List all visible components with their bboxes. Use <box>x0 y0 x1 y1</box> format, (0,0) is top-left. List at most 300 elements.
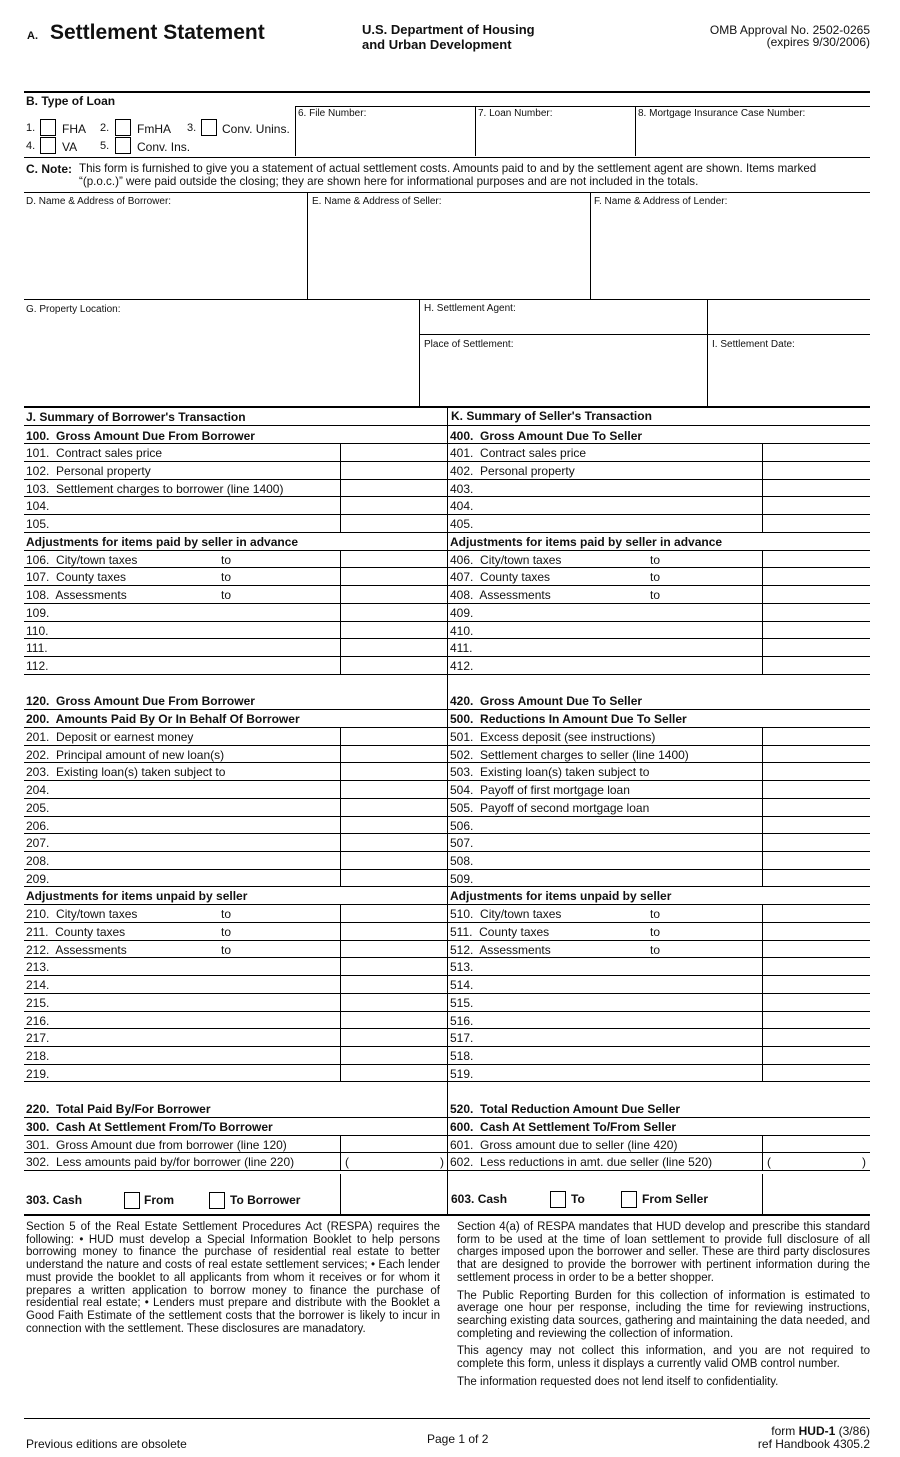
borrower-amount-field[interactable] <box>341 444 447 461</box>
borrower-cash-to-label: To Borrower <box>230 1193 301 1207</box>
borrower-row <box>24 746 447 764</box>
borrower-row-label: 210. City/town taxes <box>26 907 138 922</box>
va-label: VA <box>62 140 78 154</box>
seller-row <box>448 817 870 835</box>
reporting-burden-paragraph: The Public Reporting Burden for this collection of information is estimated to average one hour per response, including the time for reviewing instructions, searching existing data sources, gathering and maintaining the data needed, and completing and reviewing the collection of information. <box>457 1289 870 1340</box>
borrower-amount-field[interactable] <box>341 480 447 497</box>
fmha-label: FmHA <box>137 122 171 136</box>
borrower-row-label: 111. <box>26 641 48 656</box>
seller-amount-field[interactable] <box>763 586 870 603</box>
seller-row-label: 409. <box>450 605 474 620</box>
seller-row-label: 511. County taxes <box>450 924 550 939</box>
file-number-label: 6. File Number: <box>298 108 367 119</box>
borrower-amount-field[interactable] <box>341 551 447 568</box>
seller-amount-field[interactable] <box>763 639 870 656</box>
borrower-row-label: 206. <box>26 818 50 833</box>
borrower-row <box>24 551 447 569</box>
seller-amount-field[interactable] <box>763 1136 870 1153</box>
form-date: (3/86) <box>838 1424 870 1438</box>
borrower-row-label: 108. Assessments <box>26 588 127 603</box>
seller-row-label: 502. Settlement charges to seller (line 1400) <box>450 747 689 762</box>
seller-summary-heading: K. Summary of Seller's Transaction <box>451 409 652 423</box>
borrower-row-label: 200. Amounts Paid By Or In Behalf Of Borrower <box>26 712 300 727</box>
seller-row-label: 602. Less reductions in amt. due seller (line 520) <box>450 1155 713 1170</box>
seller-amount-divider <box>762 1174 763 1214</box>
seller-row-to: to <box>650 552 661 567</box>
seller-row-label: 501. Excess deposit (see instructions) <box>450 729 656 744</box>
borrower-row-label: 105. <box>26 517 50 532</box>
seller-row-label: 412. <box>450 658 474 673</box>
seller-amount-field[interactable] <box>763 1012 870 1029</box>
borrower-amount-field[interactable] <box>341 799 447 816</box>
borrower-row <box>24 1012 447 1030</box>
borrower-amount-field[interactable] <box>341 923 447 940</box>
borrower-row <box>24 817 447 835</box>
seller-amount-field[interactable] <box>763 497 870 514</box>
seller-amount-field[interactable] <box>763 568 870 585</box>
seller-row-to: to <box>650 588 661 603</box>
seller-row-label: 506. <box>450 818 474 833</box>
respa-section-4-text <box>457 1221 870 1393</box>
borrower-amount-field[interactable] <box>341 515 447 532</box>
seller-row-label: 400. Gross Amount Due To Seller <box>450 428 643 443</box>
seller-row-label: 504. Payoff of first mortgage loan <box>450 783 630 798</box>
loan-option-number: 3. <box>187 122 197 134</box>
seller-row-label: 420. Gross Amount Due To Seller <box>450 694 643 709</box>
seller-row-label: 508. <box>450 854 474 869</box>
seller-cash-from-checkbox[interactable] <box>621 1191 637 1208</box>
seller-row <box>448 1153 870 1171</box>
section-4-paragraph: Section 4(a) of RESPA mandates that HUD develop and prescribe this standard form to be used at the time of loan settlement to provide full disclosure of all charges imposed upon the borrower and seller. These are third party disclosures that are designed to provide the borrower with pertinent information during the settlement process in order to be a better shopper. <box>457 1221 870 1284</box>
borrower-row-label: 211. County taxes <box>26 924 126 939</box>
seller-amount-field[interactable] <box>763 799 870 816</box>
borrower-summary-heading: J. Summary of Borrower's Transaction <box>26 410 246 424</box>
borrower-row-label: 104. <box>26 499 50 514</box>
borrower-row <box>24 1083 447 1100</box>
borrower-row <box>24 976 447 994</box>
loan-boxes-top-rule <box>295 106 870 107</box>
borrower-row <box>24 905 447 923</box>
seller-amount-field[interactable] <box>763 870 870 887</box>
borrower-row-label: 120. Gross Amount Due From Borrower <box>26 694 255 709</box>
seller-row <box>448 958 870 976</box>
borrower-amount-field[interactable] <box>341 1012 447 1029</box>
seller-row <box>448 622 870 640</box>
borrower-row-label: 212. Assessments <box>26 942 127 957</box>
borrower-row-label: 207. <box>26 836 50 851</box>
seller-row-label: 402. Personal property <box>450 463 575 478</box>
seller-row-label: 503. Existing loan(s) taken subject to <box>450 765 650 780</box>
borrower-row <box>24 568 447 586</box>
seller-amount-field[interactable] <box>763 1065 870 1082</box>
seller-row <box>448 1083 870 1100</box>
borrower-row <box>24 427 447 445</box>
seller-row-to: to <box>650 942 661 957</box>
seller-row <box>448 480 870 498</box>
seller-amount-field[interactable] <box>763 746 870 763</box>
borrower-amount-field[interactable] <box>341 568 447 585</box>
va-checkbox[interactable] <box>40 137 56 154</box>
seller-row-label: Adjustments for items unpaid by seller <box>450 889 672 904</box>
seller-row <box>448 462 870 480</box>
seller-amount-field[interactable] <box>763 657 870 674</box>
seller-amount-field[interactable] <box>763 551 870 568</box>
seller-row <box>448 586 870 604</box>
borrower-row <box>24 1153 447 1171</box>
property-divider <box>419 299 420 406</box>
borrower-row-label: 209. <box>26 871 50 886</box>
borrower-row-to: to <box>221 588 232 603</box>
borrower-row-label: 201. Deposit or earnest money <box>26 729 194 744</box>
borrower-amount-field[interactable] <box>341 817 447 834</box>
agency-line-1: U.S. Department of Housing <box>362 22 535 37</box>
seller-row <box>448 710 870 728</box>
borrower-row <box>24 870 447 888</box>
seller-row <box>448 444 870 462</box>
seller-row <box>448 746 870 764</box>
seller-paren-open: ( <box>767 1155 771 1170</box>
borrower-amount-field[interactable] <box>341 746 447 763</box>
borrower-amount-field[interactable] <box>341 604 447 621</box>
loan-option-number: 4. <box>26 140 36 152</box>
seller-row <box>448 763 870 781</box>
borrower-row <box>24 692 447 710</box>
borrower-row-to: to <box>221 924 232 939</box>
borrower-row <box>24 799 447 817</box>
borrower-amount-field[interactable] <box>341 657 447 674</box>
seller-row <box>448 1012 870 1030</box>
seller-row <box>448 976 870 994</box>
handbook-ref: ref Handbook 4305.2 <box>757 1437 870 1451</box>
seller-amount-field[interactable] <box>763 444 870 461</box>
borrower-row <box>24 1100 447 1118</box>
seller-row-label: 404. <box>450 499 474 514</box>
loan-number-label: 7. Loan Number: <box>478 108 553 119</box>
seller-amount-field[interactable] <box>763 515 870 532</box>
borrower-row-label: 214. <box>26 978 50 993</box>
confidentiality-paragraph: The information requested does not lend itself to confidentiality. <box>457 1375 779 1388</box>
borrower-address-label: D. Name & Address of Borrower: <box>26 196 172 207</box>
summary-bottom-rule <box>24 1214 870 1216</box>
seller-row-label: 520. Total Reduction Amount Due Seller <box>450 1102 681 1117</box>
seller-row-label: 519. <box>450 1066 474 1081</box>
borrower-row-to: to <box>221 570 232 585</box>
borrower-row <box>24 444 447 462</box>
conv-ins-checkbox[interactable] <box>115 137 131 154</box>
borrower-row <box>24 958 447 976</box>
seller-row-to: to <box>650 907 661 922</box>
lender-address-label: F. Name & Address of Lender: <box>594 196 728 207</box>
fha-checkbox[interactable] <box>40 119 56 136</box>
borrower-amount-field[interactable] <box>341 870 447 887</box>
borrower-row-label: 202. Principal amount of new loan(s) <box>26 747 225 762</box>
borrower-amount-field[interactable] <box>341 781 447 798</box>
seller-amount-field[interactable] <box>763 994 870 1011</box>
settlement-date-label: I. Settlement Date: <box>712 339 795 350</box>
seller-row <box>448 870 870 888</box>
seller-amount-field[interactable] <box>763 976 870 993</box>
borrower-amount-field[interactable] <box>341 905 447 922</box>
seller-row-label: 507. <box>450 836 474 851</box>
borrower-amount-field[interactable] <box>341 976 447 993</box>
borrower-amount-field[interactable] <box>341 1136 447 1153</box>
seller-row <box>448 604 870 622</box>
seller-amount-field[interactable] <box>763 781 870 798</box>
form-prefix: form <box>771 1424 796 1438</box>
place-of-settlement-label: Place of Settlement: <box>424 339 514 350</box>
borrower-amount-field[interactable] <box>341 622 447 639</box>
seller-row-to: to <box>650 924 661 939</box>
seller-row <box>448 657 870 675</box>
seller-row-label: 510. City/town taxes <box>450 907 562 922</box>
note-line-1: This form is furnished to give you a statement of actual settlement costs. Amounts paid to and by the settlement agent are shown. Items marked <box>79 162 817 175</box>
borrower-amount-field[interactable] <box>341 639 447 656</box>
borrower-row-label: 101. Contract sales price <box>26 446 163 461</box>
borrower-amount-divider <box>340 1174 341 1214</box>
borrower-amount-field[interactable] <box>341 1065 447 1082</box>
borrower-row-label: 102. Personal property <box>26 463 151 478</box>
borrower-row-label: 109. <box>26 605 50 620</box>
borrower-row-label: 103. Settlement charges to borrower (line 1400) <box>26 481 284 496</box>
borrower-row <box>24 941 447 959</box>
borrower-amount-field[interactable] <box>341 834 447 851</box>
seller-row-label: 512. Assessments <box>450 942 551 957</box>
seller-amount-field[interactable] <box>763 1029 870 1046</box>
seller-cash-from-label: From Seller <box>642 1192 709 1206</box>
seller-amount-field[interactable] <box>763 604 870 621</box>
note-label: C. Note: <box>26 162 72 176</box>
seller-amount-field[interactable] <box>763 622 870 639</box>
borrower-row <box>24 657 447 675</box>
borrower-row <box>24 763 447 781</box>
borrower-row-label: 215. <box>26 995 50 1010</box>
borrower-row <box>24 622 447 640</box>
seller-amount-field[interactable] <box>763 728 870 745</box>
property-top-rule <box>24 299 870 300</box>
borrower-amount-field[interactable] <box>341 1153 447 1170</box>
seller-amount-field[interactable] <box>763 1047 870 1064</box>
borrower-paren-open: ( <box>345 1155 349 1170</box>
seller-amount-field[interactable] <box>763 763 870 780</box>
loan-boxes-divider <box>475 106 476 156</box>
seller-row-to: to <box>650 570 661 585</box>
seller-row-label: 600. Cash At Settlement To/From Seller <box>450 1119 677 1134</box>
borrower-amount-field[interactable] <box>341 852 447 869</box>
seller-amount-field[interactable] <box>763 462 870 479</box>
seller-row <box>448 1047 870 1065</box>
seller-row-label: 401. Contract sales price <box>450 446 587 461</box>
borrower-row-to: to <box>221 907 232 922</box>
seller-row-label: 517. <box>450 1031 474 1046</box>
seller-row <box>448 781 870 799</box>
seller-address-label: E. Name & Address of Seller: <box>312 196 442 207</box>
seller-row-label: 408. Assessments <box>450 588 551 603</box>
borrower-row <box>24 1118 447 1136</box>
borrower-row <box>24 1029 447 1047</box>
seller-amount-field[interactable] <box>763 817 870 834</box>
loan-option-number: 1. <box>26 122 36 134</box>
seller-row <box>448 568 870 586</box>
borrower-amount-field[interactable] <box>341 728 447 745</box>
omb-control-paragraph: This agency may not collect this information, and you are not required to complete this form, unless it displays a currently valid OMB control number. <box>457 1345 870 1371</box>
omb-expiry: (expires 9/30/2006) <box>766 35 870 49</box>
seller-amount-field[interactable] <box>763 941 870 958</box>
borrower-amount-field[interactable] <box>341 1047 447 1064</box>
borrower-amount-field[interactable] <box>341 763 447 780</box>
seller-row <box>448 1029 870 1047</box>
borrower-row <box>24 1065 447 1083</box>
borrower-row <box>24 887 447 905</box>
borrower-paren-close: ) <box>440 1155 444 1170</box>
note-top-rule <box>24 157 870 158</box>
borrower-amount-field[interactable] <box>341 1029 447 1046</box>
borrower-row-label: 302. Less amounts paid by/for borrower (line 220) <box>26 1155 295 1170</box>
borrower-row <box>24 994 447 1012</box>
seller-row <box>448 799 870 817</box>
seller-row-label: 411. <box>450 641 473 656</box>
seller-row <box>448 1118 870 1136</box>
borrower-cash-from-label: From <box>144 1193 174 1207</box>
seller-row <box>448 923 870 941</box>
obsolete-note: Previous editions are obsolete <box>26 1437 187 1451</box>
property-location-label: G. Property Location: <box>26 304 121 315</box>
borrower-amount-field[interactable] <box>341 586 447 603</box>
seller-cash-label: 603. Cash <box>451 1192 508 1206</box>
seller-row-label: 505. Payoff of second mortgage loan <box>450 800 650 815</box>
borrower-row-label: 110. <box>26 623 49 638</box>
seller-row-label: 405. <box>450 517 474 532</box>
seller-row <box>448 427 870 445</box>
borrower-cash-to-checkbox[interactable] <box>209 1192 225 1209</box>
borrower-row-label: 217. <box>26 1031 50 1046</box>
seller-amount-field[interactable] <box>763 1153 870 1170</box>
borrower-row <box>24 462 447 480</box>
borrower-row <box>24 533 447 551</box>
borrower-amount-field[interactable] <box>341 958 447 975</box>
seller-row <box>448 675 870 692</box>
note-line-2: “(p.o.c.)” were paid outside the closing; they are shown here for informational purposes and are not included in the totals. <box>79 175 699 188</box>
omb-approval <box>710 24 870 48</box>
form-id <box>771 1424 870 1438</box>
seller-row <box>448 852 870 870</box>
borrower-row-label: Adjustments for items paid by seller in advance <box>26 534 299 549</box>
section-a-label: A. <box>27 30 38 42</box>
seller-amount-field[interactable] <box>763 958 870 975</box>
respa-section-5-paragraph: Section 5 of the Real Estate Settlement Procedures Act (RESPA) requires the following: • HUD must develop a Special Information Booklet to help persons borrowing money to finance the purchase of residential real estate to better understand the nature and costs of real estate settlement services; • Each lender must provide the booklet to all applicants from whom it receives or for whom it prepares a written application to borrow money to finance the purchase of residential real estate; • Lenders must prepare and distribute with the Booklet a Good Faith Estimate of the settlement costs that the borrower is likely to incur in connection with the settlement. These disclosures are manadatory. <box>26 1221 440 1335</box>
seller-row <box>448 834 870 852</box>
parties-divider <box>590 192 591 299</box>
borrower-amount-field[interactable] <box>341 462 447 479</box>
seller-row-label: 403. <box>450 481 474 496</box>
respa-section-5-text <box>26 1221 440 1340</box>
borrower-row <box>24 923 447 941</box>
borrower-row-label: 107. County taxes <box>26 570 127 585</box>
seller-row <box>448 887 870 905</box>
seller-amount-field[interactable] <box>763 923 870 940</box>
seller-amount-field[interactable] <box>763 905 870 922</box>
form-name: HUD-1 <box>798 1424 836 1438</box>
borrower-amount-field[interactable] <box>341 497 447 514</box>
top-rule <box>24 91 870 93</box>
seller-row-label: 601. Gross amount due to seller (line 420) <box>450 1137 678 1152</box>
borrower-row <box>24 834 447 852</box>
seller-row-label: Adjustments for items paid by seller in advance <box>450 534 723 549</box>
borrower-row <box>24 1047 447 1065</box>
fha-label: FHA <box>62 122 86 136</box>
seller-cash-to-label: To <box>571 1192 585 1206</box>
borrower-row-label: 219. <box>26 1066 50 1081</box>
borrower-row <box>24 497 447 515</box>
borrower-row-label: 112. <box>26 658 49 673</box>
loan-option-number: 2. <box>100 122 110 134</box>
borrower-row-label: 106. City/town taxes <box>26 552 138 567</box>
seller-row <box>448 941 870 959</box>
seller-row <box>448 497 870 515</box>
borrower-row-label: 208. <box>26 854 50 869</box>
conv-unins-checkbox[interactable] <box>201 119 217 136</box>
seller-amount-field[interactable] <box>763 852 870 869</box>
borrower-row-to: to <box>221 942 232 957</box>
loan-option-number: 5. <box>100 140 110 152</box>
seller-amount-field[interactable] <box>763 834 870 851</box>
conv-ins-label: Conv. Ins. <box>137 140 191 154</box>
borrower-row-label: Adjustments for items unpaid by seller <box>26 889 248 904</box>
property-divider <box>707 299 708 406</box>
mortgage-case-label: 8. Mortgage Insurance Case Number: <box>638 108 806 119</box>
borrower-row-label: 204. <box>26 783 50 798</box>
omb-number: OMB Approval No. 2502-0265 <box>709 23 870 37</box>
seller-row-label: 514. <box>450 978 474 993</box>
seller-amount-field[interactable] <box>763 480 870 497</box>
borrower-row <box>24 604 447 622</box>
borrower-row <box>24 639 447 657</box>
page-number: Page 1 of 2 <box>427 1432 489 1446</box>
borrower-row-label: 205. <box>26 800 50 815</box>
seller-row <box>448 905 870 923</box>
agency-line-2: and Urban Development <box>362 37 512 52</box>
borrower-row-label: 220. Total Paid By/For Borrower <box>26 1102 211 1117</box>
seller-row <box>448 1065 870 1083</box>
borrower-amount-field[interactable] <box>341 994 447 1011</box>
borrower-amount-field[interactable] <box>341 941 447 958</box>
borrower-cash-label: 303. Cash <box>26 1193 83 1207</box>
borrower-cash-from-checkbox[interactable] <box>124 1192 140 1209</box>
seller-row <box>448 551 870 569</box>
borrower-row <box>24 710 447 728</box>
borrower-row <box>24 781 447 799</box>
agency-name <box>362 22 535 52</box>
seller-row-label: 410. <box>450 623 474 638</box>
seller-cash-to-checkbox[interactable] <box>550 1191 566 1208</box>
seller-row-label: 509. <box>450 871 474 886</box>
seller-row-label: 516. <box>450 1013 474 1028</box>
seller-row-label: 513. <box>450 960 474 975</box>
borrower-row-label: 216. <box>26 1013 50 1028</box>
borrower-row-to: to <box>221 552 232 567</box>
seller-row-label: 518. <box>450 1049 474 1064</box>
seller-row <box>448 1136 870 1154</box>
seller-row <box>448 994 870 1012</box>
borrower-row <box>24 728 447 746</box>
footer-rule <box>24 1418 870 1419</box>
seller-row-label: 515. <box>450 995 474 1010</box>
seller-row <box>448 728 870 746</box>
borrower-row <box>24 852 447 870</box>
seller-paren-close: ) <box>862 1155 866 1170</box>
fmha-checkbox[interactable] <box>115 119 131 136</box>
borrower-row-label: 300. Cash At Settlement From/To Borrower <box>26 1119 273 1134</box>
borrower-row-label: 213. <box>26 960 50 975</box>
